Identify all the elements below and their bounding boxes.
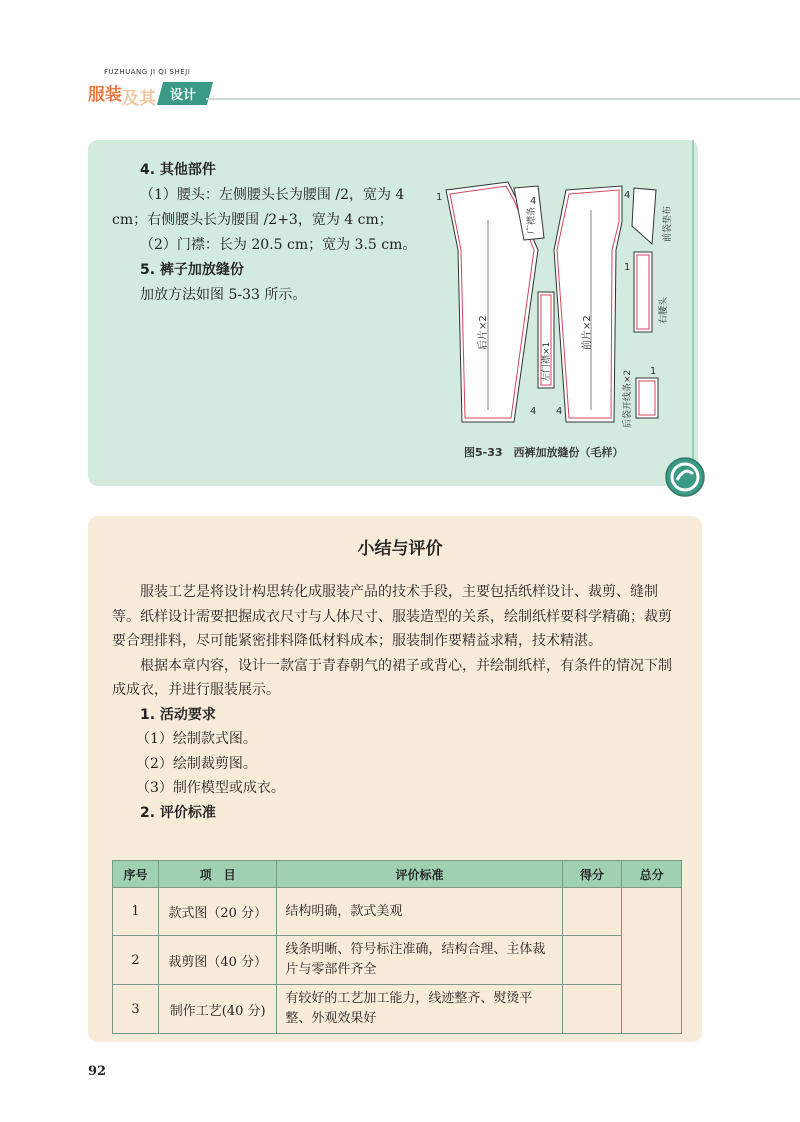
label-back-piece: 后片×2	[478, 315, 489, 350]
other-parts-item2: （2）门襟：长为 20.5 cm；宽为 3.5 cm。	[140, 237, 417, 253]
evaluation-table	[112, 860, 682, 1034]
header-brand-part2: 及其	[122, 89, 156, 109]
seam-number-4c: 4	[530, 406, 537, 417]
col-header-criteria: 评价标准	[277, 861, 562, 888]
label-right-waist: 右腰头	[659, 296, 669, 324]
row-number: 1	[113, 888, 159, 936]
row-item: 裁剪图（40 分）	[159, 936, 277, 985]
col-header-total: 总分	[622, 861, 682, 888]
row-number: 3	[113, 985, 159, 1034]
col-header-score: 得分	[562, 861, 622, 888]
summary-title: 小结与评价	[357, 539, 443, 559]
header-brand-tag	[157, 82, 213, 105]
table-row	[113, 936, 682, 985]
figure-caption: 图5-33 西裤加放缝份（毛样）	[464, 446, 624, 459]
section-heading-other-parts: 4. 其他部件	[140, 162, 216, 178]
seam-number-1b: 1	[624, 262, 631, 273]
total-score-cell	[622, 888, 682, 1034]
seam-number-1c: 1	[650, 366, 657, 377]
col-header-item: 项 目	[159, 861, 277, 888]
header-pinyin: FUZHUANG JI QI SHEJI	[104, 68, 191, 76]
panel-rule	[692, 140, 694, 460]
front-pocket-facing	[632, 188, 656, 244]
summary-paragraph-2: 根据本章内容，设计一款富于青春朝气的裙子或背心，并绘制纸样，有条件的情况下制成成衣，并进行服装展示。	[112, 657, 672, 698]
table-row	[113, 985, 682, 1034]
activity-item-3: （3）制作模型或成衣。	[136, 780, 285, 796]
header-brand-part3: 设计	[170, 88, 197, 103]
page-number: 92	[88, 1064, 107, 1079]
label-left-placket: 左门襟×1	[542, 341, 552, 382]
table-row	[113, 888, 682, 936]
section-heading-seam: 5. 裤子加放缝份	[140, 262, 244, 278]
row-criteria: 有较好的工艺加工能力，线迹整齐、熨烫平整、外观效果好	[277, 985, 562, 1034]
row-number: 2	[113, 936, 159, 985]
activity-item-1: （1）绘制款式图。	[136, 731, 257, 747]
summary-body	[112, 580, 684, 825]
other-parts-item1: （1）腰头：左侧腰头长为腰围 /2，宽为 4 cm；右侧腰头长为腰围 /2+3，宽为 4 cm；	[112, 187, 405, 228]
row-score	[562, 936, 622, 985]
row-criteria: 结构明确，款式美观	[277, 888, 562, 936]
row-item: 制作工艺(40 分)	[159, 985, 277, 1034]
row-score	[562, 985, 622, 1034]
row-score	[562, 888, 622, 936]
activity-item-2: （2）绘制裁剪图。	[136, 755, 257, 772]
label-back-pocket: 后袋开线条×2	[623, 369, 633, 428]
header-brand-part1: 服装	[88, 85, 122, 105]
seam-text: 加放方法如图 5-33 所示。	[140, 287, 307, 303]
label-front-piece: 前片×2	[582, 315, 593, 350]
evaluation-heading: 2. 评价标准	[140, 804, 216, 821]
label-guangjin: 广襟条	[527, 206, 537, 234]
activity-heading: 1. 活动要求	[140, 706, 216, 723]
col-header-no: 序号	[113, 861, 159, 888]
running-header	[88, 60, 800, 108]
pattern-diagram	[426, 160, 688, 436]
summary-paragraph-1: 服装工艺是将设计构思转化成服装产品的技术手段，主要包括纸样设计、裁剪、缝制等。纸样设计需要把握成衣尺寸与人体尺寸、服装造型的关系，绘制纸样要科学精确；裁剪要合理排料，尽可能紧密排料降低材料成本；服装制作要精益求精，技术精湛。	[112, 584, 672, 649]
seam-number-4a: 4	[530, 196, 537, 207]
seam-number-4b: 4	[624, 190, 631, 201]
seam-number-1a: 1	[436, 192, 443, 203]
row-criteria: 线条明晰、符号标注准确，结构合理、主体裁片与零部件齐全	[277, 936, 562, 985]
seam-number-4d: 4	[556, 406, 563, 417]
label-front-pocket: 前袋垫布	[663, 205, 673, 242]
row-item: 款式图（20 分）	[159, 888, 277, 936]
table-header-row	[113, 861, 682, 888]
header-divider	[206, 98, 800, 100]
other-parts-text	[112, 158, 418, 308]
section-logo-icon	[664, 456, 706, 498]
